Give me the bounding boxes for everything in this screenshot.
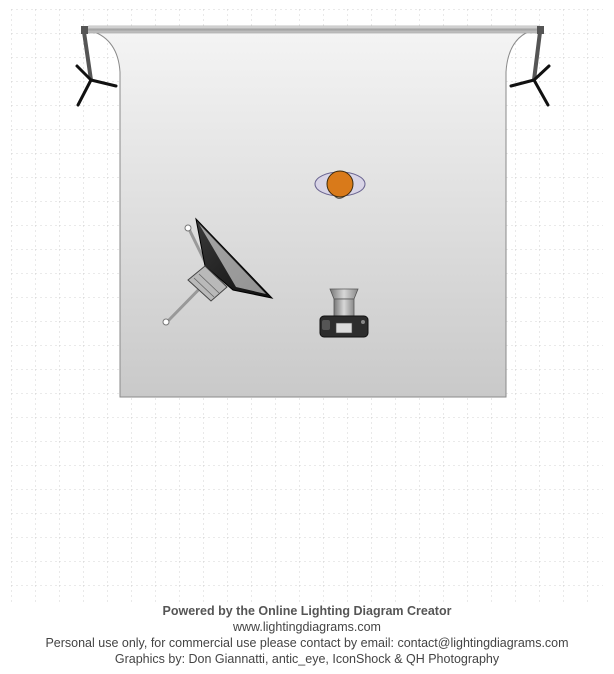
backdrop-crossbar[interactable] xyxy=(86,26,542,33)
credits xyxy=(0,603,614,667)
credits-title: Powered by the Online Lighting Diagram Creator xyxy=(162,604,452,618)
credits-graphics: Graphics by: Don Giannatti, antic_eye, IconShock & QH Photography xyxy=(114,652,500,666)
credits-license: Personal use only, for commercial use please contact by email: contact@lightingdiagrams.com xyxy=(45,636,569,650)
credits-website[interactable]: www.lightingdiagrams.com xyxy=(233,620,381,634)
seamless-paper-backdrop[interactable] xyxy=(92,31,530,397)
